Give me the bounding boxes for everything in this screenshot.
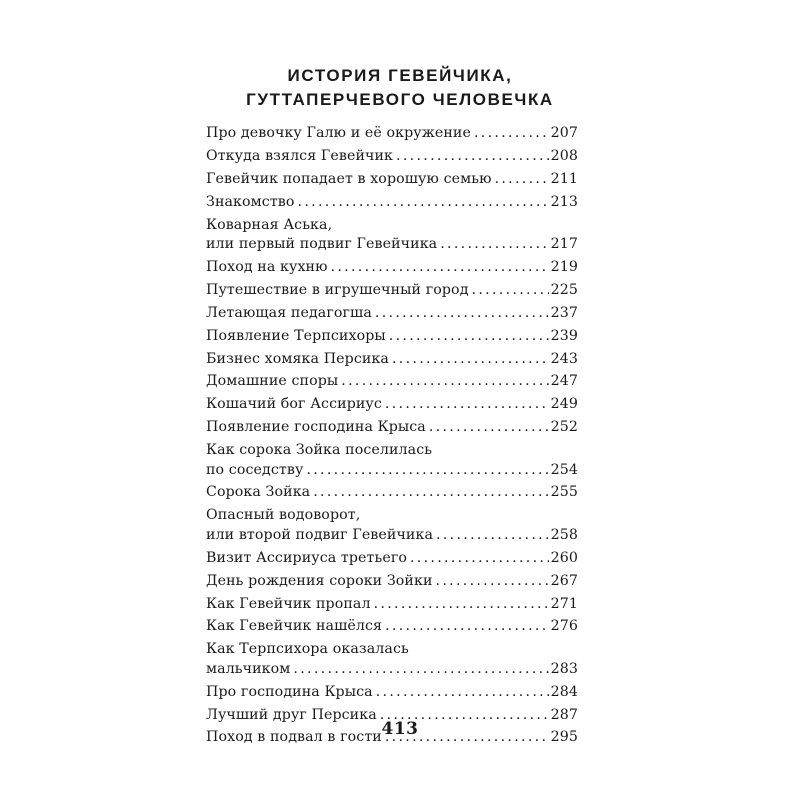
dot-leader (374, 595, 549, 615)
toc-entry-page-number: 217 (550, 236, 578, 253)
dot-leader (341, 372, 548, 392)
toc-entry-page-number: 258 (550, 526, 578, 543)
dot-leader (472, 281, 549, 301)
toc-entry (206, 170, 578, 190)
section-title-line-1: ИСТОРИЯ ГЕВЕЙЧИКА, (287, 66, 513, 85)
toc-entry (206, 281, 578, 301)
toc-entry-title: или второй подвиг Гевейчика (206, 526, 434, 543)
toc-entry (206, 595, 578, 615)
toc-entry (206, 327, 578, 347)
dot-leader (410, 549, 549, 569)
toc-entry-title: или первый подвиг Гевейчика (206, 236, 438, 253)
toc-entry-title-line: Опасный водоворот, (206, 507, 361, 524)
toc-entry-page-number: 260 (550, 549, 578, 566)
toc-entry-line (206, 304, 578, 324)
toc-entry-title: Визит Ассириуса третьего (206, 549, 407, 566)
dot-leader (293, 660, 548, 680)
toc-entry (206, 372, 578, 392)
toc-entry-title: Поход на кухню (206, 258, 328, 275)
toc-entry-page-number: 208 (550, 147, 578, 164)
toc-entry (206, 640, 578, 679)
toc-entry-title: мальчиком (206, 660, 291, 677)
toc-entry-line (206, 147, 578, 167)
toc-entry-title: День рождения сороки Зойки (206, 572, 433, 589)
toc-entry-title: Летающая педагогша (206, 304, 372, 321)
section-title (200, 64, 600, 112)
toc-entry-page-number: 213 (550, 193, 578, 210)
toc-entry-page-number: 237 (550, 304, 578, 321)
toc-entry-page-number: 239 (550, 327, 578, 344)
toc-entry-page-number: 247 (550, 373, 578, 390)
toc-entry-title: Как Гевейчик пропал (206, 595, 371, 612)
toc-entry-title: Как Гевейчик нашёлся (206, 618, 383, 635)
toc-entry-line (206, 124, 578, 144)
toc-entry-line (206, 526, 578, 546)
toc-entry-line (206, 660, 578, 680)
toc-entry-page-number: 211 (550, 170, 578, 187)
toc-entry-title-line: Коварная Аська, (206, 216, 333, 233)
toc-entry-title: Про господина Крыса (206, 683, 373, 700)
toc-entry-line (206, 595, 578, 615)
toc-entry-line (206, 350, 578, 370)
toc-entry-line (206, 461, 578, 481)
toc-entry-title: Бизнес хомяка Персика (206, 350, 389, 367)
toc-entry-page-number: 284 (550, 683, 578, 700)
dot-leader (474, 124, 549, 144)
toc-entry-title: Знакомство (206, 193, 295, 210)
toc-entry-line (206, 617, 578, 637)
toc-entry (206, 395, 578, 415)
toc-entry (206, 441, 578, 480)
toc-entry (206, 683, 578, 703)
toc-entry (206, 483, 578, 503)
toc-entry-page-number: 252 (550, 419, 578, 436)
toc-entry-title: Сорока Зойка (206, 484, 311, 501)
toc-entry-line (206, 395, 578, 415)
dot-leader (429, 418, 549, 438)
dot-leader (376, 683, 549, 703)
dot-leader (440, 235, 548, 255)
dot-leader (436, 526, 549, 546)
dot-leader (298, 193, 549, 213)
toc-entry-page-number: 267 (550, 572, 578, 589)
toc-entry-page-number: 249 (550, 396, 578, 413)
toc-entry-page-number: 225 (550, 281, 578, 298)
toc-entry-line (206, 683, 578, 703)
dot-leader (331, 258, 549, 278)
toc-entry (206, 147, 578, 167)
toc-entry-title: Лучший друг Персика (206, 706, 377, 723)
toc-entry (206, 258, 578, 278)
dot-leader (389, 327, 549, 347)
toc-entry-line (206, 258, 578, 278)
toc-entry-title: Домашние споры (206, 373, 339, 390)
toc-entry (206, 617, 578, 637)
toc-entry-line (206, 281, 578, 301)
toc-entry-line (206, 418, 578, 438)
dot-leader (436, 572, 549, 592)
toc-entry-line (206, 483, 578, 503)
page-number: 413 (381, 719, 419, 739)
toc-entry-title: Про девочку Галю и её окружение (206, 125, 471, 141)
toc-entry-page-number: 254 (550, 461, 578, 478)
toc-entry-title-line: Как сорока Зойка поселилась (206, 442, 433, 459)
toc-entry-page-number: 243 (550, 350, 578, 367)
toc-entry-line (206, 235, 578, 255)
toc-entry-page-number: 283 (550, 660, 578, 677)
table-of-contents (206, 124, 578, 751)
toc-entry (206, 216, 578, 255)
toc-entry-line (206, 549, 578, 569)
toc-entry (206, 506, 578, 545)
toc-entry-page-number: 276 (550, 618, 578, 635)
toc-entry (206, 572, 578, 592)
toc-entry-title: Появление Терпсихоры (206, 327, 386, 344)
toc-entry-page-number: 255 (550, 484, 578, 501)
toc-entry-title: Кошачий бог Ассириус (206, 396, 382, 413)
toc-entry (206, 418, 578, 438)
toc-entry (206, 193, 578, 213)
toc-entry-title: Появление господина Крыса (206, 419, 426, 436)
toc-entry-line (206, 372, 578, 392)
toc-entry-page-number: 207 (550, 125, 578, 141)
toc-entry (206, 124, 578, 144)
dot-leader (306, 461, 548, 481)
dot-leader (495, 170, 549, 190)
toc-entry-page-number: 271 (550, 595, 578, 612)
toc-entry-title: Поход в подвал в гости (206, 729, 382, 746)
dot-leader (392, 350, 549, 370)
toc-entry-title: Откуда взялся Гевейчик (206, 147, 394, 164)
toc-entry (206, 350, 578, 370)
dot-leader (396, 147, 549, 167)
dot-leader (375, 304, 549, 324)
section-title-line-2: ГУТТАПЕРЧЕВОГО ЧЕЛОВЕЧКА (246, 90, 554, 109)
toc-entry-title: Путешествие в игрушечный город (206, 281, 469, 298)
toc-entry-page-number: 287 (550, 706, 578, 723)
dot-leader (313, 483, 548, 503)
toc-entry-title-line: Как Терпсихора оказалась (206, 641, 409, 658)
toc-entry-title: Гевейчик попадает в хорошую семью (206, 170, 492, 187)
toc-entry-line (206, 572, 578, 592)
toc-entry-page-number: 295 (550, 729, 578, 746)
toc-entry-line (206, 193, 578, 213)
toc-entry-line (206, 170, 578, 190)
toc-entry-line (206, 327, 578, 347)
toc-entry (206, 304, 578, 324)
toc-entry-page-number: 219 (550, 258, 578, 275)
toc-entry-title: по соседству (206, 461, 304, 478)
toc-entry (206, 549, 578, 569)
dot-leader (385, 617, 549, 637)
dot-leader (385, 395, 549, 415)
